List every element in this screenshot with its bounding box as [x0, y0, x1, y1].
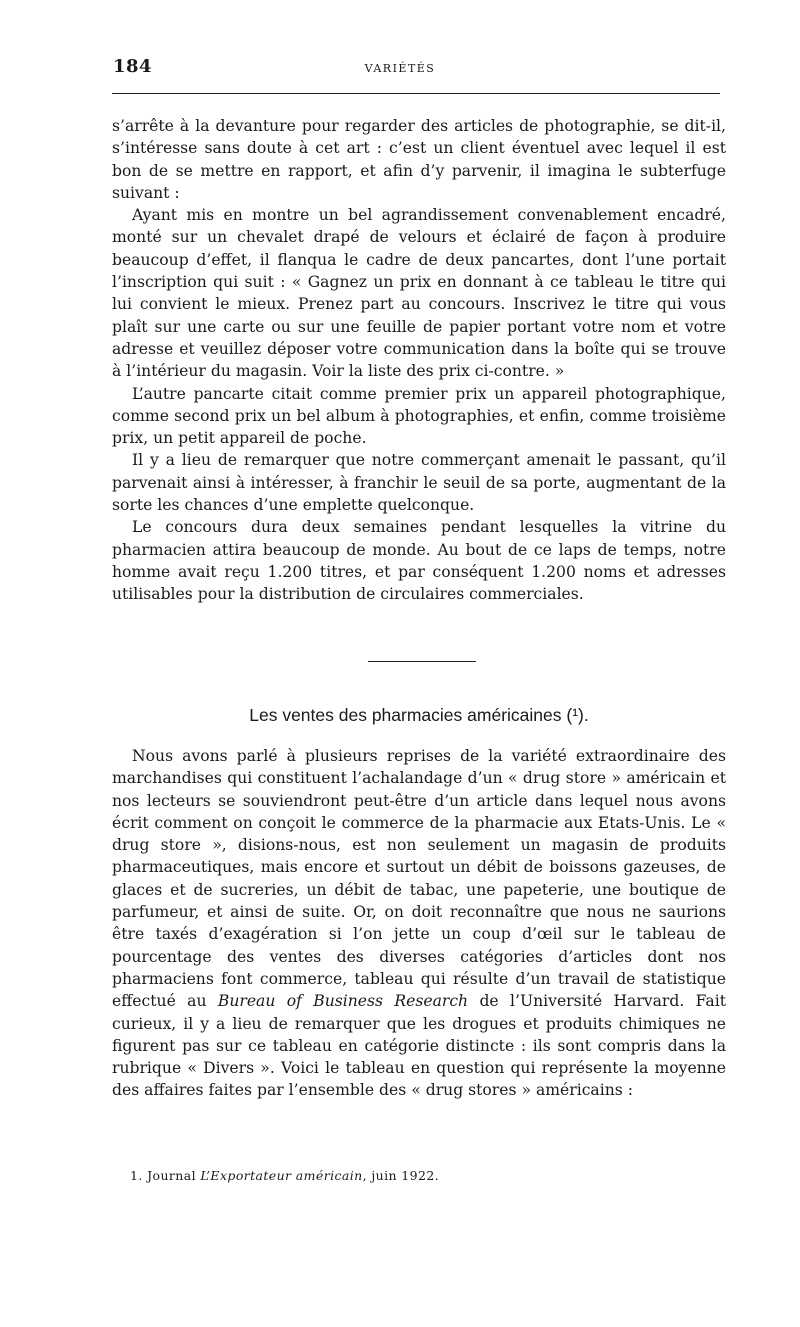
paragraph: L’autre pancarte citait comme premier prix un appareil photographique, comme second prix un bel album à photographies, et enfin, comme troisième prix, un petit appareil de poche. — [112, 384, 726, 448]
section-divider — [368, 661, 476, 662]
paragraph: Il y a lieu de remarquer que notre commerçant amenait le passant, qu’il parvenait ainsi à intéresser, à franchir le seuil de sa porte, augmentant de la sorte les chances d’une emplette quelconque. — [112, 451, 726, 515]
paragraph — [112, 745, 726, 1102]
footnote-number: 1. — [130, 1168, 143, 1183]
paragraph: s’arrête à la devanture pour regarder des articles de photographie, se dit-il, s’intéresse sans doute à cet art : c’est un client éventuel avec lequel il est bon de se mettre en rapport, et afin d’y parvenir, il imagina le subterfuge suivant : — [112, 117, 726, 202]
footnote-reference: (¹). — [566, 705, 589, 725]
header-rule — [112, 93, 720, 94]
section-title — [0, 705, 800, 726]
footnote — [130, 1168, 439, 1183]
section-title-text: Les ventes des pharmacies américaines — [249, 705, 562, 725]
paragraph-text: de l’Université Harvard. Fait curieux, il y a lieu de remarquer que les drogues et produits chimiques ne figurent pas sur ce tableau en catégorie distincte : ils sont compris dans la rubrique « Divers ». Voici le tableau en question qui représente la moyenne des affaires faites par l’ensemble des « drug stores » américains : — [112, 992, 726, 1100]
paragraph: Ayant mis en montre un bel agrandissement convenablement encadré, monté sur un chevalet drapé de velours et éclairé de façon à produire beaucoup d’effet, il flanqua le cadre de deux pancartes, dont l’une portait l’inscription qui suit : « Gagnez un prix en donnant à ce tableau le titre qui lui convient le mieux. Prenez part au concours. Inscrivez le titre qui vous plaît sur une carte ou sur une feuille de papier portant votre nom et votre adresse et veuillez déposer votre communication dans la boîte qui se trouve à l’intérieur du magasin. Voir la liste des prix ci-contre. » — [112, 206, 726, 381]
italic-source: Bureau of Business Research — [217, 992, 469, 1011]
footnote-date: , juin 1922. — [362, 1168, 440, 1183]
footnote-source: L’Exportateur américain — [200, 1168, 363, 1183]
article-body — [112, 745, 726, 1102]
page-number: 184 — [113, 56, 153, 77]
article-continuation — [112, 115, 726, 606]
paragraph: Le concours dura deux semaines pendant lesquelles la vitrine du pharmacien attira beaucoup de monde. Au bout de ce laps de temps, notre homme avait reçu 1.200 titres, et par conséquent 1.200 noms et adresses utilisables pour la distribution de circulaires commerciales. — [112, 518, 726, 604]
paragraph-text: Nous avons parlé à plusieurs reprises de la variété extraordinaire des marchandises qui constituent l’achalandage d’un « drug store » américain et nos lecteurs se souviendront peut-être d’un article dans lequel nous avons écrit comment on conçoit le commerce de la pharmacie aux Etats-Unis. Le « drug store », disions-nous, est non seulement un magasin de produits pharmaceutiques, mais encore et surtout un débit de boissons gazeuses, de glaces et de sucreries, un débit de tabac, une papeterie, une boutique de parfumeur, et ainsi de suite. Or, on doit reconnaître que nous ne saurions être taxés d’exagération si l’on jette un coup d’œil sur le tableau de pourcentage des ventes des diverses catégories d’articles dont nos pharmaciens font commerce, tableau qui résulte d’un travail de statistique effectué au — [112, 747, 726, 1011]
footnote-prefix: Journal — [147, 1168, 196, 1183]
running-head: VARIÉTÉS — [364, 62, 436, 75]
